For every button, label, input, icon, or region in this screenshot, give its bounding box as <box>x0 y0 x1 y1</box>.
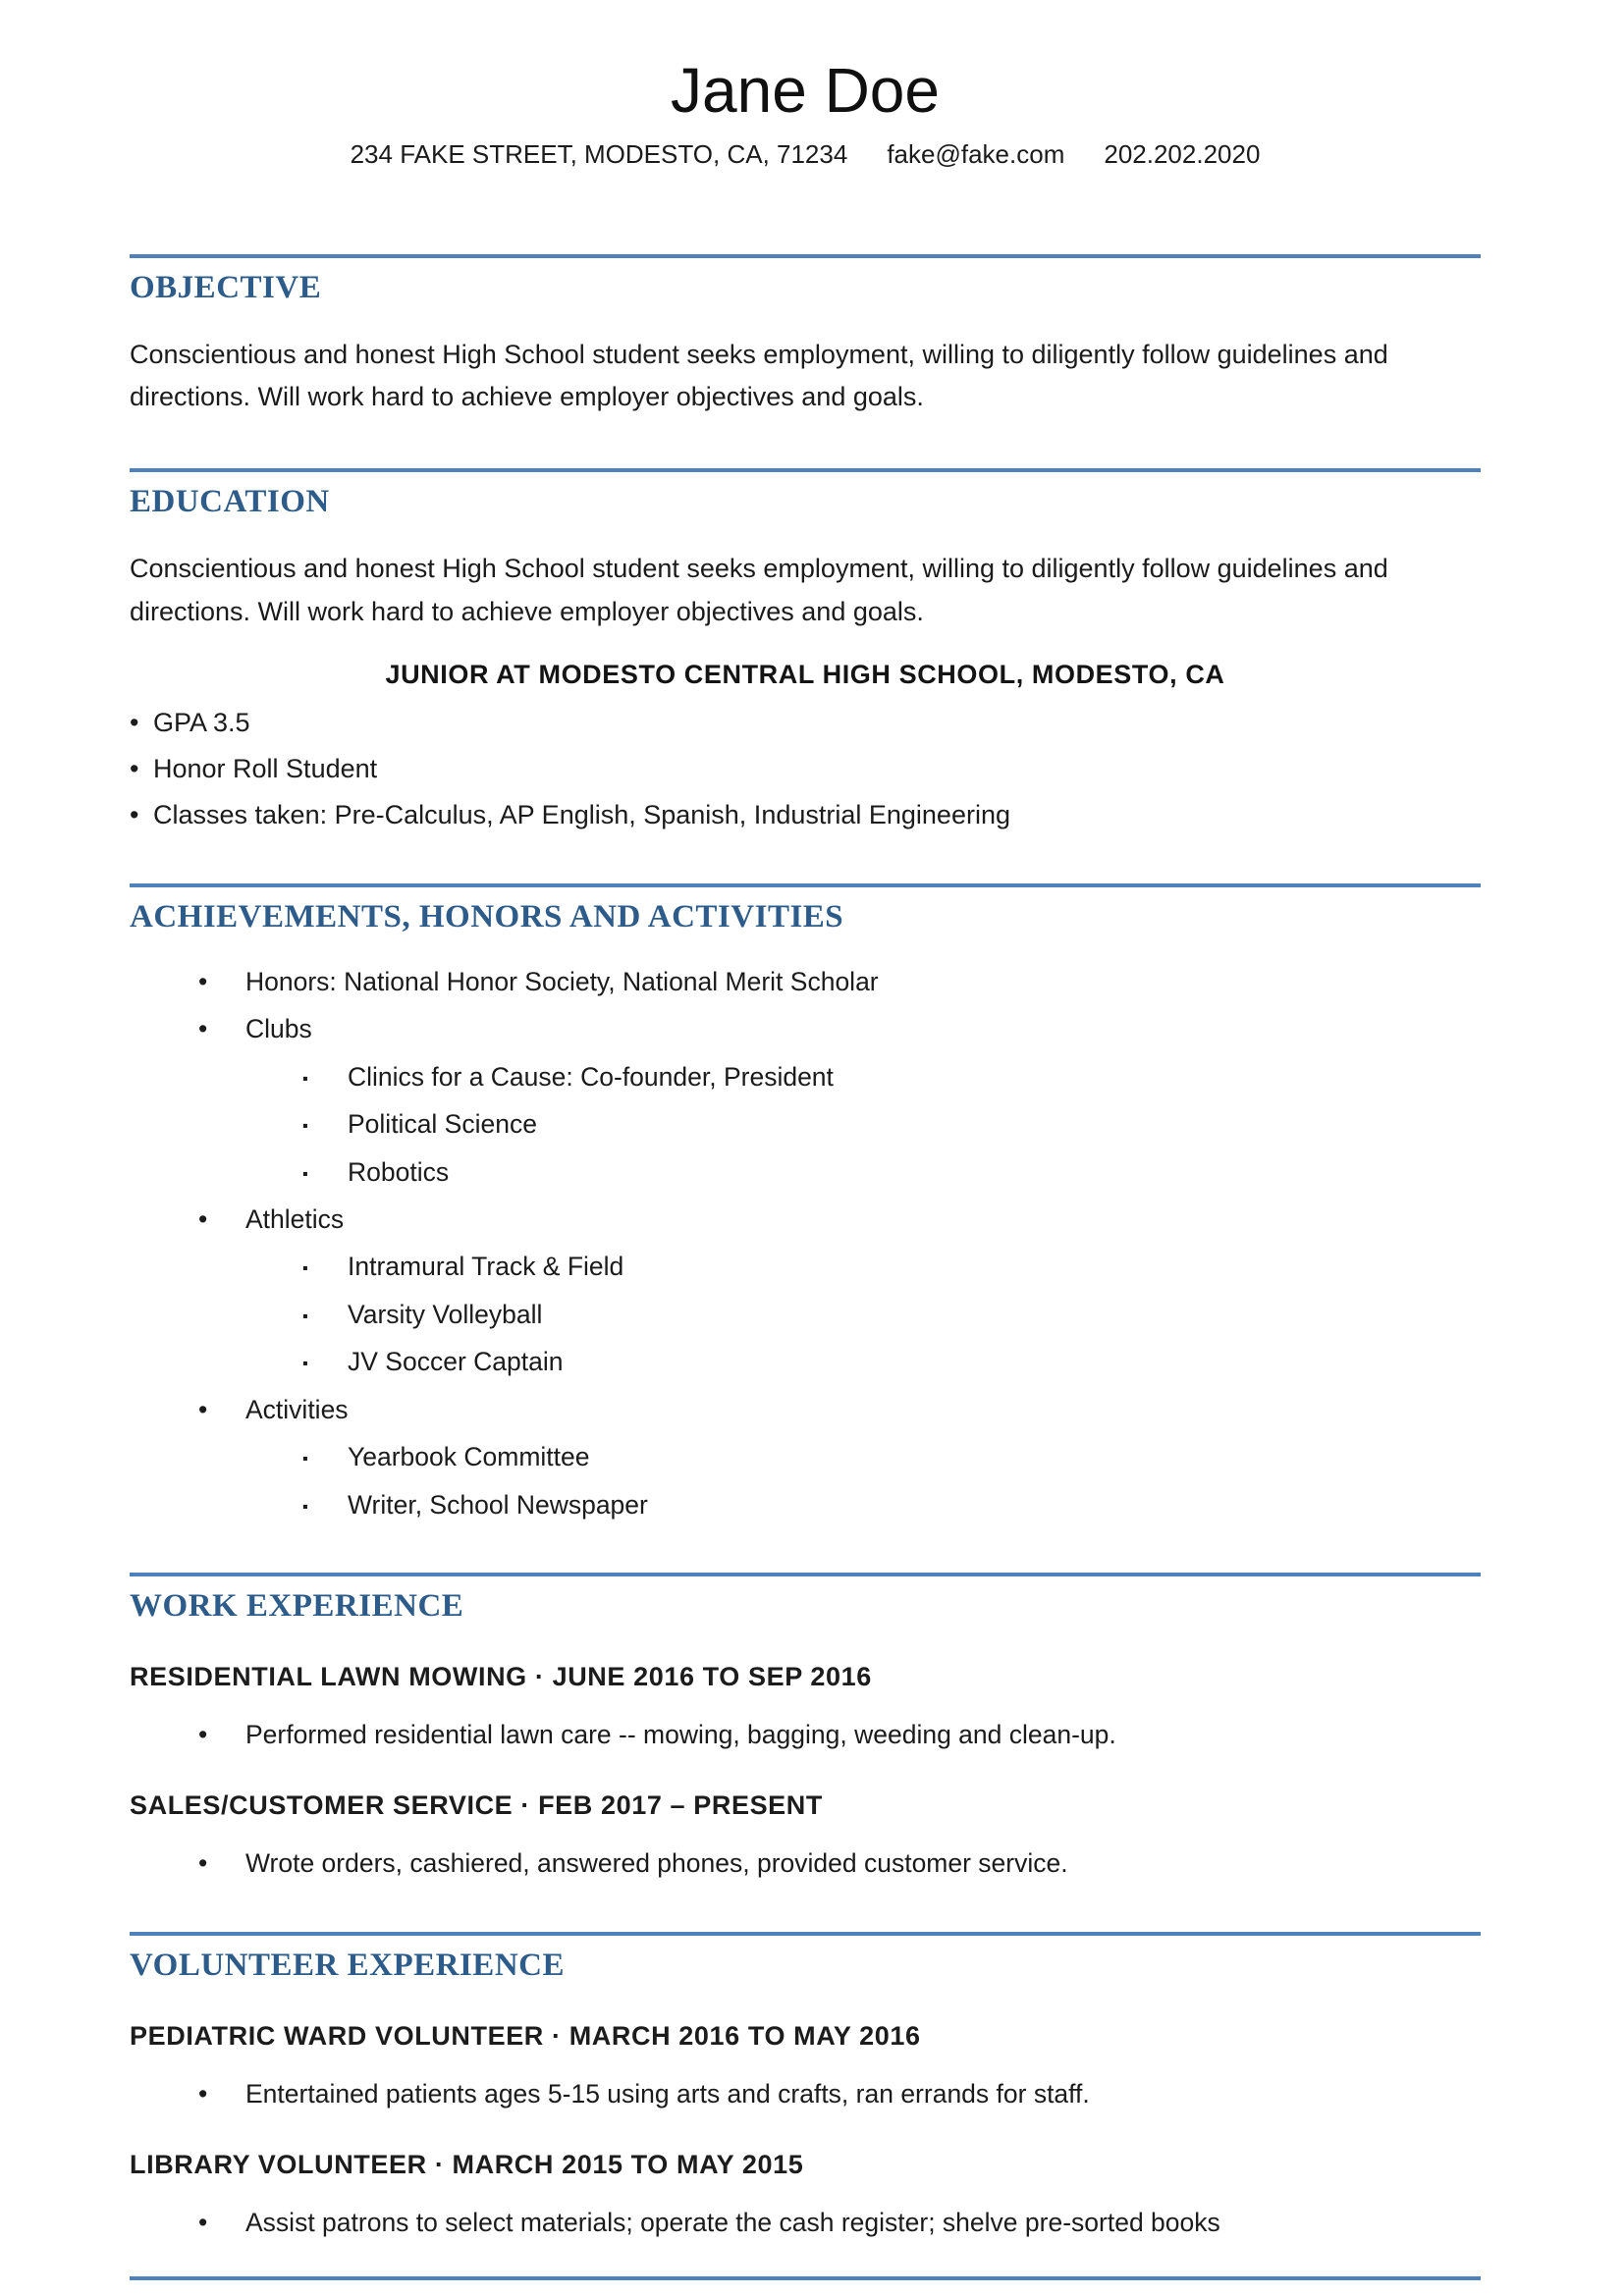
section-objective <box>130 254 1481 419</box>
education-bullet-item: • GPA 3.5 <box>130 704 1481 742</box>
contact-address: 234 FAKE STREET, MODESTO, CA, 71234 <box>350 138 848 169</box>
section-education <box>130 468 1481 834</box>
volunteer-heading: PEDIATRIC WARD VOLUNTEER · MARCH 2016 TO MAY 2016 <box>130 2020 921 2051</box>
bullet-icon <box>198 1391 245 1428</box>
education-section-title: EDUCATION <box>130 468 1481 520</box>
square-bullet-icon <box>302 1486 348 1523</box>
resume-header <box>130 55 1481 170</box>
education-bullet-item: • Classes taken: Pre-Calculus, AP English, Spanish, Industrial Engineering <box>130 796 1481 834</box>
bullet-icon <box>198 1716 245 1753</box>
education-school-line: JUNIOR AT MODESTO CENTRAL HIGH SCHOOL, MODESTO, CA <box>385 659 1225 689</box>
achievement-item: • Athletics <box>198 1201 1481 1238</box>
achievement-subitem: ▪ Writer, School Newspaper <box>302 1486 1481 1523</box>
work-section-title: WORK EXPERIENCE <box>130 1573 1481 1625</box>
bullet-icon <box>130 750 153 788</box>
job-heading: SALES/CUSTOMER SERVICE · FEB 2017 – PRESENT <box>130 1790 823 1821</box>
contact-line <box>130 139 1481 170</box>
achievement-subitem: ▪ Intramural Track & Field <box>302 1248 1481 1285</box>
achievement-item: • Activities <box>198 1391 1481 1428</box>
education-bullet-list <box>130 704 1481 834</box>
job-bullet-item: • Performed residential lawn care -- mowing, bagging, weeding and clean-up. <box>198 1716 1481 1753</box>
bottom-section-rule <box>130 2276 1481 2280</box>
bullet-icon <box>130 704 153 742</box>
section-achievements <box>130 883 1481 1523</box>
square-bullet-icon <box>302 1058 348 1095</box>
square-bullet-icon <box>302 1105 348 1143</box>
achievement-subitem: ▪ JV Soccer Captain <box>302 1343 1481 1380</box>
achievement-subitem: ▪ Robotics <box>302 1153 1481 1191</box>
achievements-section-title: ACHIEVEMENTS, HONORS AND ACTIVITIES <box>130 883 1481 935</box>
bullet-icon <box>198 1844 245 1882</box>
objective-section-title: OBJECTIVE <box>130 254 1481 306</box>
contact-phone: 202.202.2020 <box>1104 138 1261 169</box>
volunteer-bullet-item: • Entertained patients ages 5-15 using arts and crafts, ran errands for staff. <box>198 2075 1481 2112</box>
education-paragraph: Conscientious and honest High School student seeks employment, willing to diligently follow guidelines and directions. Will work hard to achieve employer objectives and goals. <box>130 554 1388 626</box>
achievement-subitem: ▪ Clinics for a Cause: Co-founder, President <box>302 1058 1481 1095</box>
bullet-icon <box>198 1201 245 1238</box>
achievement-item: • Clubs <box>198 1010 1481 1047</box>
person-name: Jane Doe <box>671 55 940 126</box>
achievement-subitem: ▪ Varsity Volleyball <box>302 1296 1481 1333</box>
volunteer-section-title: VOLUNTEER EXPERIENCE <box>130 1932 1481 1984</box>
achievements-list <box>130 963 1481 1523</box>
bullet-icon <box>198 963 245 1000</box>
education-bullet-item: • Honor Roll Student <box>130 750 1481 788</box>
square-bullet-icon <box>302 1248 348 1285</box>
bullet-icon <box>130 796 153 834</box>
objective-paragraph: Conscientious and honest High School student seeks employment, willing to diligently follow guidelines and directions. Will work hard to achieve employer objectives and goals. <box>130 339 1388 412</box>
volunteer-heading: LIBRARY VOLUNTEER · MARCH 2015 TO MAY 2015 <box>130 2150 804 2180</box>
job-heading: RESIDENTIAL LAWN MOWING · JUNE 2016 TO SEP 2016 <box>130 1662 872 1692</box>
volunteer-bullet-item: • Assist patrons to select materials; operate the cash register; shelve pre-sorted books <box>198 2204 1481 2241</box>
square-bullet-icon <box>302 1296 348 1333</box>
job-bullet-item: • Wrote orders, cashiered, answered phones, provided customer service. <box>198 1844 1481 1882</box>
achievement-subitem: ▪ Yearbook Committee <box>302 1438 1481 1475</box>
section-volunteer-experience <box>130 1932 1481 2242</box>
square-bullet-icon <box>302 1153 348 1191</box>
square-bullet-icon <box>302 1438 348 1475</box>
bullet-icon <box>198 1010 245 1047</box>
contact-email: fake@fake.com <box>887 138 1065 169</box>
achievement-subitem: ▪ Political Science <box>302 1105 1481 1143</box>
square-bullet-icon <box>302 1343 348 1380</box>
section-work-experience <box>130 1573 1481 1883</box>
bullet-icon <box>198 2204 245 2241</box>
bullet-icon <box>198 2075 245 2112</box>
achievement-item: • Honors: National Honor Society, National Merit Scholar <box>198 963 1481 1000</box>
